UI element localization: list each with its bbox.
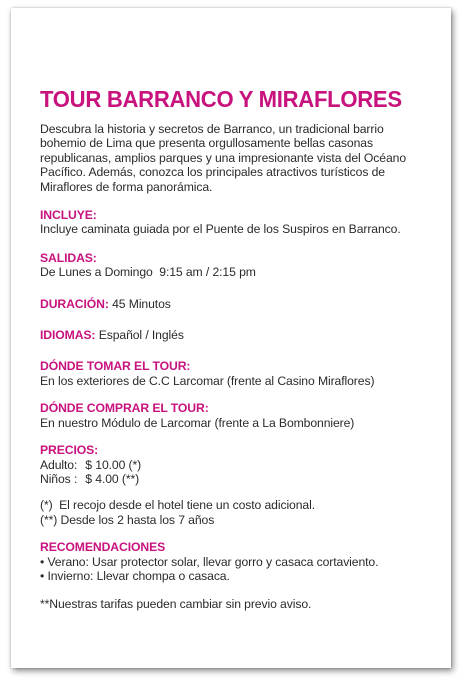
price-row-child	[40, 472, 420, 486]
precios-note-2: (**) Desde los 2 hasta los 7 años	[40, 512, 215, 527]
salidas-text: De Lunes a Domingo 9:15 am / 2:15 pm	[40, 265, 256, 280]
precios-label: PRECIOS:	[40, 443, 99, 458]
donde-comprar-label: DÓNDE COMPRAR EL TOUR:	[40, 401, 209, 416]
duracion-label: DURACIÓN:	[40, 296, 109, 311]
recomendacion-item: • Invierno: Llevar chompa o casaca.	[40, 568, 230, 583]
recomendaciones-label: RECOMENDACIONES	[40, 540, 166, 555]
salidas-section	[40, 251, 420, 280]
idiomas-label: IDIOMAS:	[40, 328, 96, 343]
incluye-label: INCLUYE:	[40, 208, 97, 223]
donde-tomar-label: DÓNDE TOMAR EL TOUR:	[40, 359, 191, 374]
price-label: Adulto:	[40, 457, 78, 472]
page-title: TOUR BARRANCO Y MIRAFLORES	[40, 86, 402, 112]
donde-comprar-text: En nuestro Módulo de Larcomar (frente a La Bombonniere)	[40, 415, 355, 430]
precios-section	[40, 443, 420, 527]
precios-note-1: (*) El recojo desde el hotel tiene un costo adicional.	[40, 498, 315, 513]
price-value: $ 10.00 (*)	[85, 457, 142, 472]
tour-content	[40, 86, 420, 612]
duracion-text: 45 Minutos	[108, 296, 171, 311]
price-row-adult	[40, 458, 420, 472]
idiomas-text: Español / Inglés	[95, 328, 184, 343]
recomendacion-item: • Verano: Usar protector solar, llevar gorro y casaca cortaviento.	[40, 554, 379, 569]
donde-tomar-text: En los exteriores de C.C Larcomar (frente al Casino Miraflores)	[40, 373, 375, 388]
idiomas-section	[40, 328, 420, 342]
footer-note: **Nuestras tarifas pueden cambiar sin previo aviso.	[40, 597, 312, 612]
price-label: Niños :	[40, 471, 78, 486]
tour-description: Descubra la historia y secretos de Barranco, un tradicional barrio bohemio de Lima que presenta orgullosamente bellas casonas republicanas, amplios parques y una impresionante vista del Océano Pacífico. Además, conozca los principales atractivos turísticos de Miraflores de forma panorámica.	[40, 122, 407, 194]
price-value: $ 4.00 (**)	[85, 471, 140, 486]
incluye-text: Incluye caminata guiada por el Puente de los Suspiros en Barranco.	[40, 222, 401, 237]
donde-comprar-section	[40, 401, 420, 430]
duracion-section	[40, 297, 420, 311]
salidas-label: SALIDAS:	[40, 250, 97, 265]
recomendaciones-section	[40, 540, 420, 583]
donde-tomar-section	[40, 359, 420, 388]
incluye-section	[40, 208, 420, 237]
